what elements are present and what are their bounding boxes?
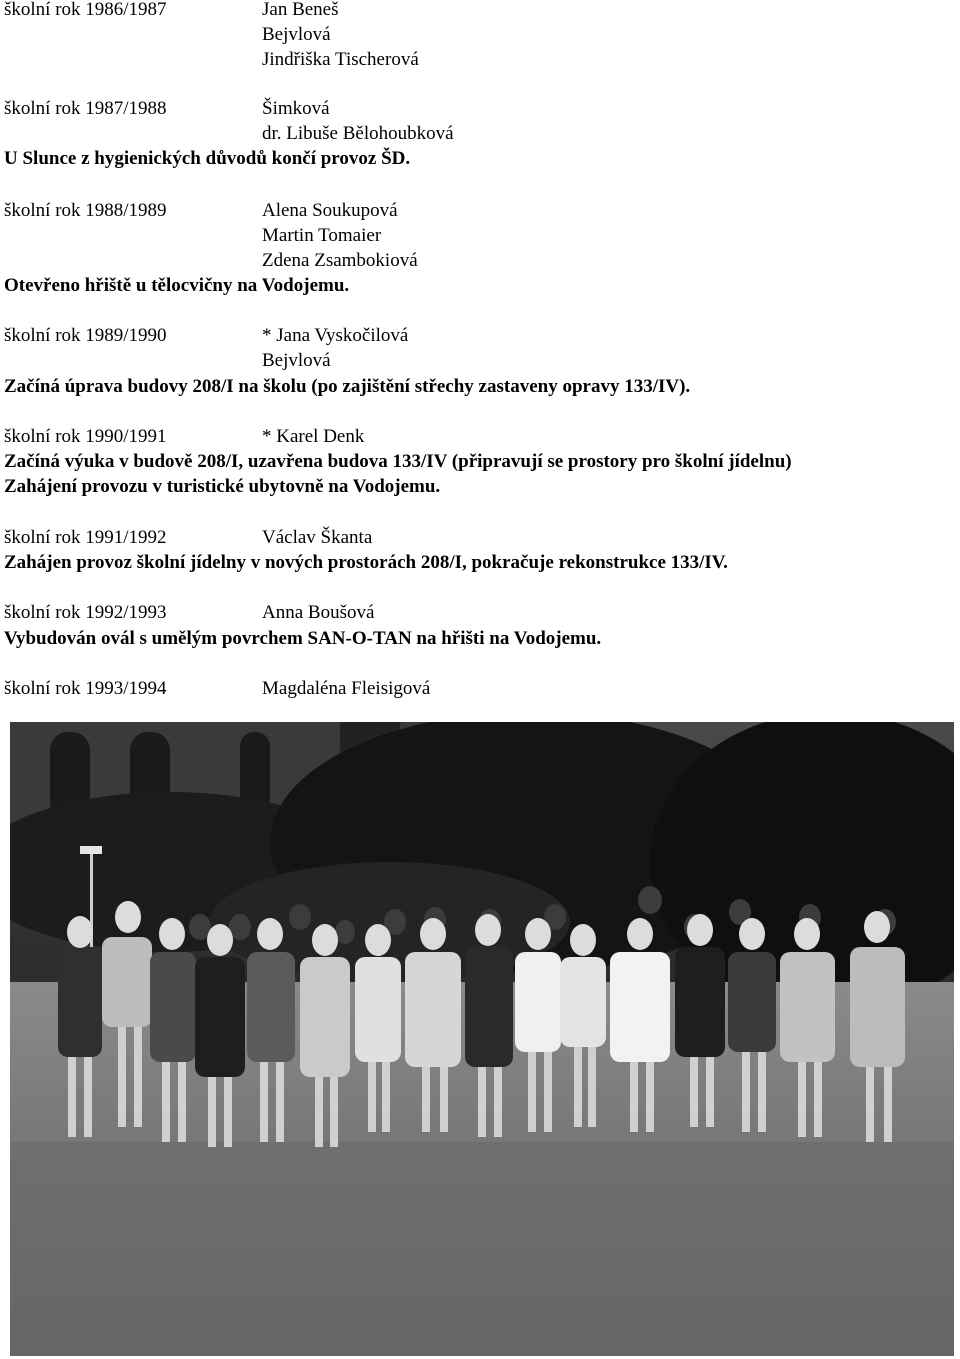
entry-1987-note: U Slunce z hygienických důvodů končí provoz ŠD. xyxy=(4,148,411,169)
staff-group-photo xyxy=(10,722,954,1356)
entry-1988-note: Otevřeno hřiště u tělocvičny na Vodojemu. xyxy=(4,275,350,296)
teacher-name: Bejvlová xyxy=(262,350,331,371)
entry-1992-note: Vybudován ovál s umělým povrchem SAN-O-TAN na hřišti na Vodojemu. xyxy=(4,628,602,649)
school-year-label: školní rok 1987/1988 xyxy=(4,98,167,119)
school-year-label: školní rok 1988/1989 xyxy=(4,200,167,221)
teacher-name: Anna Boušová xyxy=(262,602,375,623)
school-year-label: školní rok 1986/1987 xyxy=(4,0,167,20)
entry-1990-note: Zahájení provozu v turistické ubytovně na Vodojemu. xyxy=(4,476,441,497)
teacher-name: * Jana Vyskočilová xyxy=(262,325,409,346)
group-photo-illustration xyxy=(10,722,954,1356)
teacher-name: Zdena Zsambokiová xyxy=(262,250,418,271)
school-year-label: školní rok 1990/1991 xyxy=(4,426,167,447)
entry-1990-note: Začíná výuka v budově 208/I, uzavřena budova 133/IV (připravují se prostory pro školní jídelnu) xyxy=(4,451,792,472)
teacher-name: Martin Tomaier xyxy=(262,225,382,246)
teacher-name: Václav Škanta xyxy=(262,527,373,548)
school-year-label: školní rok 1991/1992 xyxy=(4,527,167,548)
entry-1989-note: Začíná úprava budovy 208/I na školu (po zajištění střechy zastaveny opravy 133/IV). xyxy=(4,376,691,397)
entry-1991-note: Zahájen provoz školní jídelny v nových prostorách 208/I, pokračuje rekonstrukce 133/IV. xyxy=(4,552,728,573)
school-year-label: školní rok 1989/1990 xyxy=(4,325,167,346)
teacher-name: dr. Libuše Bělohoubková xyxy=(262,123,454,144)
teacher-name: Jindřiška Tischerová xyxy=(262,49,419,70)
teacher-name: * Karel Denk xyxy=(262,426,365,447)
teacher-name: Alena Soukupová xyxy=(262,200,398,221)
school-year-label: školní rok 1993/1994 xyxy=(4,678,167,699)
teacher-name: Bejvlová xyxy=(262,24,331,45)
school-year-label: školní rok 1992/1993 xyxy=(4,602,167,623)
teacher-name: Šimková xyxy=(262,98,330,119)
teacher-name: Jan Beneš xyxy=(262,0,339,20)
teacher-name: Magdaléna Fleisigová xyxy=(262,678,431,699)
